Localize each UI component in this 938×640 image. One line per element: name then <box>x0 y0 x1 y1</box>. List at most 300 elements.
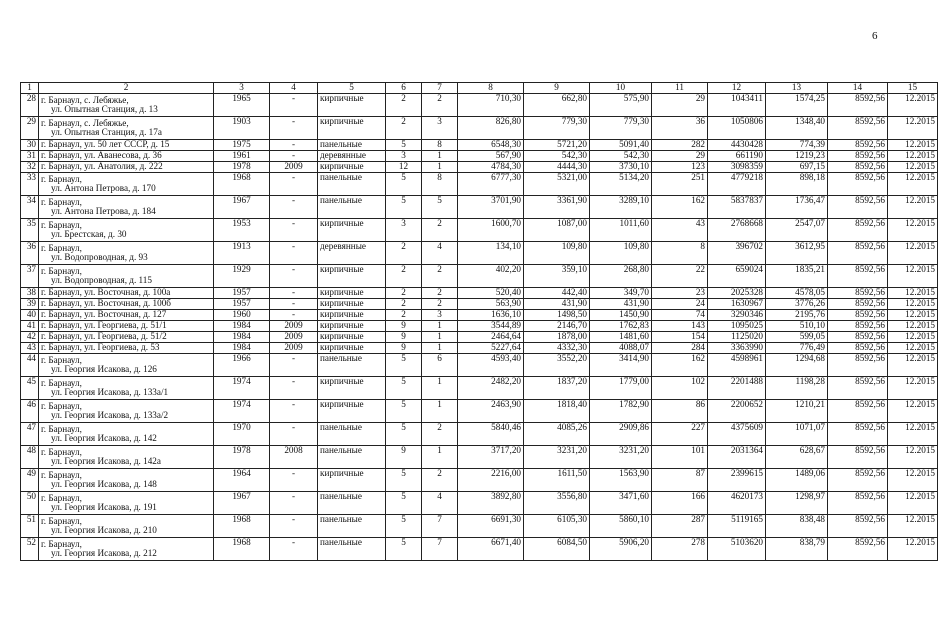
cell-c15: 12.2015 <box>888 469 938 492</box>
address-line: г. Барнаул, ул. Георгиева, д. 53 <box>41 342 160 353</box>
cell-c9: 1498,50 <box>524 310 590 321</box>
column-header: 14 <box>828 83 888 94</box>
cell-mat: панельные <box>318 515 386 538</box>
table-row <box>21 173 938 196</box>
cell-c6: 5 <box>386 515 422 538</box>
cell-c14: 8592,56 <box>828 310 888 321</box>
cell-c10: 3289,10 <box>590 196 652 219</box>
cell-c10: 1450,90 <box>590 310 652 321</box>
cell-c14: 8592,56 <box>828 288 888 299</box>
cell-y2: - <box>270 288 318 299</box>
cell-y1: 1913 <box>214 242 270 265</box>
cell-c14: 8592,56 <box>828 400 888 423</box>
cell-c10: 1563,90 <box>590 469 652 492</box>
cell-c14: 8592,56 <box>828 492 888 515</box>
cell-c8: 4593,40 <box>458 354 524 377</box>
column-header: 2 <box>39 83 214 94</box>
cell-c7: 2 <box>422 469 458 492</box>
address-line: г. Барнаул, ул. Георгиева, д. 51/2 <box>41 331 167 342</box>
cell-c8: 4784,30 <box>458 162 524 173</box>
address-cell <box>39 288 214 299</box>
cell-c13: 1348,40 <box>766 117 828 140</box>
cell-mat: кирпичные <box>318 162 386 173</box>
address-line: г. Барнаул, <box>41 219 82 230</box>
cell-y1: 1984 <box>214 321 270 332</box>
address-line: ул. Георгия Исакова, д. 142 <box>51 433 157 443</box>
cell-n: 37 <box>21 265 39 288</box>
cell-y1: 1967 <box>214 196 270 219</box>
cell-c15: 12.2015 <box>888 151 938 162</box>
address-cell <box>39 354 214 377</box>
cell-c8: 826,80 <box>458 117 524 140</box>
cell-c13: 1835,21 <box>766 265 828 288</box>
cell-c8: 6691,30 <box>458 515 524 538</box>
cell-c11: 162 <box>652 196 708 219</box>
cell-n: 29 <box>21 117 39 140</box>
cell-c12: 2031364 <box>708 446 766 469</box>
table-row <box>21 140 938 151</box>
cell-mat: панельные <box>318 140 386 151</box>
cell-c15: 12.2015 <box>888 265 938 288</box>
cell-c11: 29 <box>652 94 708 117</box>
column-header: 4 <box>270 83 318 94</box>
cell-mat: панельные <box>318 173 386 196</box>
cell-c15: 12.2015 <box>888 446 938 469</box>
cell-c12: 2025328 <box>708 288 766 299</box>
cell-c11: 87 <box>652 469 708 492</box>
cell-c9: 4085,26 <box>524 423 590 446</box>
address-line: г. Барнаул, <box>41 173 82 184</box>
column-header: 13 <box>766 83 828 94</box>
cell-n: 36 <box>21 242 39 265</box>
address-line: ул. Георгия Исакова, д. 148 <box>51 479 157 489</box>
address-line: г. Барнаул, <box>41 242 82 253</box>
cell-c12: 661190 <box>708 151 766 162</box>
column-header: 3 <box>214 83 270 94</box>
address-line: ул. Георгия Исакова, д. 210 <box>51 525 157 535</box>
address-line: г. Барнаул, ул. Аванесова, д. 36 <box>41 150 162 161</box>
table-row <box>21 377 938 400</box>
cell-c7: 3 <box>422 310 458 321</box>
cell-y2: - <box>270 219 318 242</box>
cell-mat: панельные <box>318 354 386 377</box>
cell-c7: 2 <box>422 219 458 242</box>
cell-c8: 2463,90 <box>458 400 524 423</box>
cell-c11: 154 <box>652 332 708 343</box>
cell-n: 49 <box>21 469 39 492</box>
cell-c7: 2 <box>422 265 458 288</box>
cell-c9: 1837,20 <box>524 377 590 400</box>
cell-c14: 8592,56 <box>828 538 888 561</box>
cell-c6: 2 <box>386 299 422 310</box>
cell-c9: 1818,40 <box>524 400 590 423</box>
cell-y2: - <box>270 140 318 151</box>
cell-c15: 12.2015 <box>888 310 938 321</box>
cell-c6: 2 <box>386 310 422 321</box>
cell-c10: 4088,07 <box>590 343 652 354</box>
cell-mat: панельные <box>318 446 386 469</box>
column-header: 6 <box>386 83 422 94</box>
cell-y1: 1964 <box>214 469 270 492</box>
cell-c6: 2 <box>386 288 422 299</box>
cell-c10: 575,90 <box>590 94 652 117</box>
cell-y1: 1967 <box>214 492 270 515</box>
cell-c14: 8592,56 <box>828 299 888 310</box>
cell-n: 48 <box>21 446 39 469</box>
cell-c6: 3 <box>386 151 422 162</box>
cell-c13: 3612,95 <box>766 242 828 265</box>
cell-c6: 5 <box>386 469 422 492</box>
cell-mat: панельные <box>318 538 386 561</box>
address-cell <box>39 343 214 354</box>
address-cell <box>39 310 214 321</box>
address-cell <box>39 219 214 242</box>
cell-c13: 2547,07 <box>766 219 828 242</box>
cell-n: 33 <box>21 173 39 196</box>
cell-c9: 3231,20 <box>524 446 590 469</box>
address-line: г. Барнаул, ул. 50 лет СССР, д. 15 <box>41 139 170 150</box>
cell-c7: 4 <box>422 242 458 265</box>
cell-c9: 3556,80 <box>524 492 590 515</box>
cell-c7: 1 <box>422 446 458 469</box>
cell-c8: 520,40 <box>458 288 524 299</box>
address-cell <box>39 332 214 343</box>
cell-c9: 3361,90 <box>524 196 590 219</box>
cell-c14: 8592,56 <box>828 332 888 343</box>
cell-c14: 8592,56 <box>828 242 888 265</box>
cell-c8: 3717,20 <box>458 446 524 469</box>
address-line: г. Барнаул, <box>41 423 82 434</box>
cell-c14: 8592,56 <box>828 446 888 469</box>
address-line: г. Барнаул, ул. Георгиева, д. 51/1 <box>41 320 167 331</box>
cell-n: 52 <box>21 538 39 561</box>
cell-y2: 2009 <box>270 332 318 343</box>
address-line: г. Барнаул, <box>41 446 82 457</box>
cell-n: 38 <box>21 288 39 299</box>
address-line: ул. Георгия Исакова, д. 126 <box>51 364 157 374</box>
cell-c7: 1 <box>422 377 458 400</box>
table-row <box>21 354 938 377</box>
cell-y2: - <box>270 492 318 515</box>
cell-c15: 12.2015 <box>888 242 938 265</box>
cell-c10: 109,80 <box>590 242 652 265</box>
table-row <box>21 310 938 321</box>
table-row <box>21 538 938 561</box>
cell-c12: 2200652 <box>708 400 766 423</box>
cell-c13: 1298,97 <box>766 492 828 515</box>
table-row <box>21 94 938 117</box>
cell-c11: 251 <box>652 173 708 196</box>
cell-c14: 8592,56 <box>828 94 888 117</box>
cell-mat: кирпичные <box>318 343 386 354</box>
table-row <box>21 242 938 265</box>
cell-mat: кирпичные <box>318 400 386 423</box>
cell-y1: 1965 <box>214 94 270 117</box>
cell-c9: 431,90 <box>524 299 590 310</box>
cell-c6: 5 <box>386 196 422 219</box>
address-line: ул. Георгия Исакова, д. 133а/2 <box>51 410 169 420</box>
cell-c13: 628,67 <box>766 446 828 469</box>
cell-c13: 1736,47 <box>766 196 828 219</box>
cell-c8: 134,10 <box>458 242 524 265</box>
cell-c15: 12.2015 <box>888 117 938 140</box>
cell-c10: 2909,86 <box>590 423 652 446</box>
cell-c6: 2 <box>386 265 422 288</box>
cell-c12: 2201488 <box>708 377 766 400</box>
cell-c7: 2 <box>422 288 458 299</box>
cell-c10: 3730,10 <box>590 162 652 173</box>
cell-c14: 8592,56 <box>828 140 888 151</box>
cell-c12: 1125020 <box>708 332 766 343</box>
cell-n: 45 <box>21 377 39 400</box>
address-line: ул. Брестская, д. 30 <box>51 229 127 239</box>
cell-c8: 1636,10 <box>458 310 524 321</box>
cell-c13: 1071,07 <box>766 423 828 446</box>
table-row <box>21 196 938 219</box>
cell-c6: 9 <box>386 343 422 354</box>
address-line: г. Барнаул, <box>41 515 82 526</box>
cell-n: 39 <box>21 299 39 310</box>
cell-c13: 776,49 <box>766 343 828 354</box>
address-line: г. Барнаул, <box>41 469 82 480</box>
cell-c12: 4375609 <box>708 423 766 446</box>
cell-c6: 5 <box>386 538 422 561</box>
table-row <box>21 423 938 446</box>
cell-c9: 4444,30 <box>524 162 590 173</box>
cell-c13: 1219,23 <box>766 151 828 162</box>
cell-c13: 510,10 <box>766 321 828 332</box>
cell-y2: - <box>270 242 318 265</box>
cell-c6: 5 <box>386 140 422 151</box>
cell-n: 46 <box>21 400 39 423</box>
table-row <box>21 515 938 538</box>
column-header: 7 <box>422 83 458 94</box>
cell-c13: 2195,76 <box>766 310 828 321</box>
cell-c6: 5 <box>386 400 422 423</box>
cell-y1: 1968 <box>214 515 270 538</box>
cell-y1: 1978 <box>214 446 270 469</box>
cell-c11: 282 <box>652 140 708 151</box>
cell-mat: кирпичные <box>318 332 386 343</box>
cell-y1: 1975 <box>214 140 270 151</box>
cell-c10: 1762,83 <box>590 321 652 332</box>
cell-c11: 36 <box>652 117 708 140</box>
cell-c11: 102 <box>652 377 708 400</box>
cell-c6: 5 <box>386 173 422 196</box>
cell-y1: 1953 <box>214 219 270 242</box>
cell-c11: 43 <box>652 219 708 242</box>
address-cell <box>39 173 214 196</box>
cell-c14: 8592,56 <box>828 173 888 196</box>
address-line: ул. Георгия Исакова, д. 191 <box>51 502 157 512</box>
address-cell <box>39 515 214 538</box>
cell-c15: 12.2015 <box>888 219 938 242</box>
cell-c7: 2 <box>422 423 458 446</box>
cell-c15: 12.2015 <box>888 173 938 196</box>
cell-y2: - <box>270 196 318 219</box>
cell-c8: 2216,00 <box>458 469 524 492</box>
column-header: 11 <box>652 83 708 94</box>
address-cell <box>39 446 214 469</box>
cell-c14: 8592,56 <box>828 265 888 288</box>
housing-table <box>20 82 938 561</box>
cell-c11: 24 <box>652 299 708 310</box>
table-row <box>21 299 938 310</box>
address-cell <box>39 196 214 219</box>
cell-c10: 349,70 <box>590 288 652 299</box>
cell-c12: 1630967 <box>708 299 766 310</box>
cell-c15: 12.2015 <box>888 515 938 538</box>
cell-c9: 1087,00 <box>524 219 590 242</box>
cell-c13: 1210,21 <box>766 400 828 423</box>
cell-c12: 4620173 <box>708 492 766 515</box>
cell-y2: - <box>270 173 318 196</box>
table-row <box>21 117 938 140</box>
cell-c12: 1050806 <box>708 117 766 140</box>
address-cell <box>39 117 214 140</box>
cell-c7: 6 <box>422 354 458 377</box>
cell-c7: 4 <box>422 492 458 515</box>
cell-n: 32 <box>21 162 39 173</box>
column-header: 8 <box>458 83 524 94</box>
address-cell <box>39 265 214 288</box>
cell-y2: - <box>270 299 318 310</box>
cell-c13: 1294,68 <box>766 354 828 377</box>
cell-c10: 1779,00 <box>590 377 652 400</box>
cell-c11: 227 <box>652 423 708 446</box>
column-header: 10 <box>590 83 652 94</box>
cell-c15: 12.2015 <box>888 354 938 377</box>
cell-c15: 12.2015 <box>888 94 938 117</box>
cell-c10: 542,30 <box>590 151 652 162</box>
address-cell <box>39 94 214 117</box>
table-row <box>21 288 938 299</box>
cell-c13: 697,15 <box>766 162 828 173</box>
table-row <box>21 400 938 423</box>
cell-y2: 2009 <box>270 343 318 354</box>
address-line: г. Барнаул, <box>41 538 82 549</box>
cell-c11: 74 <box>652 310 708 321</box>
cell-c6: 5 <box>386 423 422 446</box>
address-line: ул. Антона Петрова, д. 170 <box>51 183 156 193</box>
cell-y1: 1968 <box>214 173 270 196</box>
cell-c9: 1878,00 <box>524 332 590 343</box>
cell-y2: 2008 <box>270 446 318 469</box>
cell-y1: 1974 <box>214 400 270 423</box>
cell-c13: 4578,05 <box>766 288 828 299</box>
cell-c9: 4332,30 <box>524 343 590 354</box>
table-row <box>21 332 938 343</box>
cell-c7: 1 <box>422 400 458 423</box>
address-line: г. Барнаул, ул. Анатолия, д. 222 <box>41 161 163 172</box>
cell-y1: 1966 <box>214 354 270 377</box>
cell-n: 51 <box>21 515 39 538</box>
cell-y1: 1968 <box>214 538 270 561</box>
cell-y1: 1929 <box>214 265 270 288</box>
cell-y2: - <box>270 400 318 423</box>
cell-c15: 12.2015 <box>888 196 938 219</box>
cell-y2: 2009 <box>270 321 318 332</box>
cell-c8: 710,30 <box>458 94 524 117</box>
table-row <box>21 321 938 332</box>
address-line: г. Барнаул, ул. Восточная, д. 100а <box>41 287 171 298</box>
cell-y2: - <box>270 423 318 446</box>
cell-c6: 2 <box>386 242 422 265</box>
cell-c15: 12.2015 <box>888 299 938 310</box>
address-line: г. Барнаул, <box>41 400 82 411</box>
address-line: ул. Антона Петрова, д. 184 <box>51 206 156 216</box>
cell-c10: 3231,20 <box>590 446 652 469</box>
cell-c7: 1 <box>422 162 458 173</box>
cell-c14: 8592,56 <box>828 219 888 242</box>
address-line: ул. Георгия Исакова, д. 142а <box>51 456 161 466</box>
cell-y1: 1960 <box>214 310 270 321</box>
cell-c7: 8 <box>422 140 458 151</box>
cell-mat: деревянные <box>318 242 386 265</box>
address-cell <box>39 321 214 332</box>
cell-c15: 12.2015 <box>888 288 938 299</box>
cell-c11: 166 <box>652 492 708 515</box>
cell-y2: - <box>270 151 318 162</box>
table-row <box>21 446 938 469</box>
cell-c7: 7 <box>422 515 458 538</box>
column-header: 1 <box>21 83 39 94</box>
address-line: г. Барнаул, ул. Восточная, д. 127 <box>41 309 167 320</box>
cell-c10: 5906,20 <box>590 538 652 561</box>
cell-c6: 2 <box>386 94 422 117</box>
cell-c10: 431,90 <box>590 299 652 310</box>
cell-c7: 3 <box>422 117 458 140</box>
header-row <box>21 83 938 94</box>
column-header: 15 <box>888 83 938 94</box>
address-cell <box>39 469 214 492</box>
cell-c12: 5837837 <box>708 196 766 219</box>
cell-y2: - <box>270 117 318 140</box>
cell-c9: 6105,30 <box>524 515 590 538</box>
cell-y2: - <box>270 94 318 117</box>
cell-c12: 2768668 <box>708 219 766 242</box>
cell-n: 43 <box>21 343 39 354</box>
cell-c9: 2146,70 <box>524 321 590 332</box>
address-line: г. Барнаул, <box>41 265 82 276</box>
cell-c9: 3552,20 <box>524 354 590 377</box>
cell-c10: 5860,10 <box>590 515 652 538</box>
cell-c13: 1198,28 <box>766 377 828 400</box>
cell-mat: панельные <box>318 196 386 219</box>
cell-c11: 8 <box>652 242 708 265</box>
cell-c7: 1 <box>422 343 458 354</box>
cell-c11: 29 <box>652 151 708 162</box>
cell-y1: 1978 <box>214 162 270 173</box>
address-cell <box>39 423 214 446</box>
cell-c9: 662,80 <box>524 94 590 117</box>
address-line: ул. Георгия Исакова, д. 212 <box>51 548 157 558</box>
cell-c8: 3892,80 <box>458 492 524 515</box>
cell-c8: 6777,30 <box>458 173 524 196</box>
cell-c6: 9 <box>386 321 422 332</box>
cell-y2: - <box>270 377 318 400</box>
table-row <box>21 265 938 288</box>
cell-c11: 22 <box>652 265 708 288</box>
cell-mat: кирпичные <box>318 288 386 299</box>
address-line: ул. Водопроводная, д. 93 <box>51 252 148 262</box>
table-row <box>21 151 938 162</box>
cell-n: 28 <box>21 94 39 117</box>
cell-n: 34 <box>21 196 39 219</box>
cell-c12: 5119165 <box>708 515 766 538</box>
cell-c6: 5 <box>386 377 422 400</box>
table-body <box>21 94 938 561</box>
